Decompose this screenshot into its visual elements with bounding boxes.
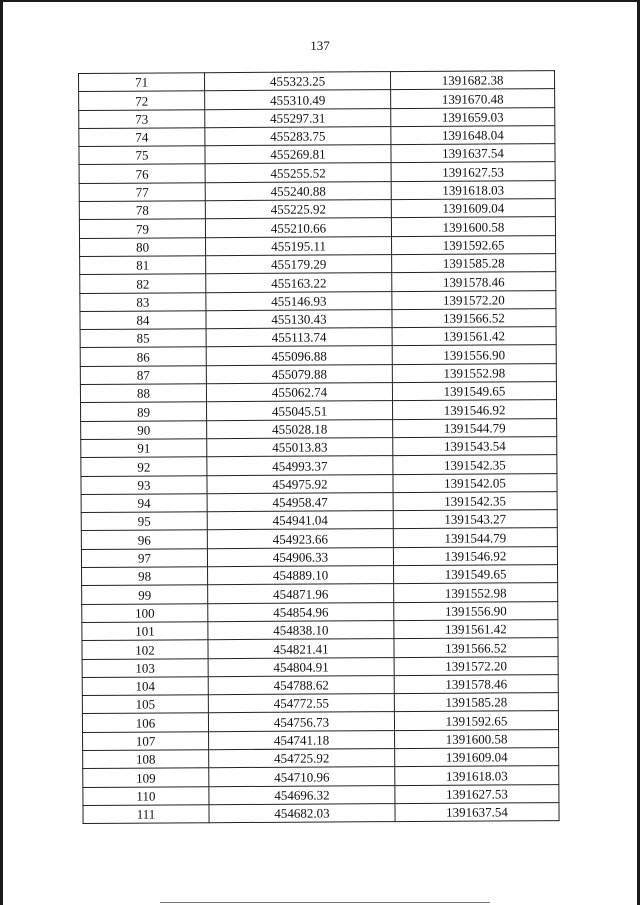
y-coordinate-cell: 1391543.27 xyxy=(393,510,557,529)
table-row xyxy=(83,748,559,769)
table-row xyxy=(83,766,559,787)
point-number-cell: 95 xyxy=(81,512,207,531)
point-number-cell: 100 xyxy=(82,603,208,622)
table-row xyxy=(80,272,556,293)
x-coordinate-cell: 454889.10 xyxy=(208,566,394,585)
point-number-cell: 81 xyxy=(80,256,206,275)
y-coordinate-cell: 1391542.05 xyxy=(393,473,557,492)
table-row xyxy=(79,71,555,92)
y-coordinate-cell: 1391552.98 xyxy=(392,363,556,382)
y-coordinate-cell: 1391546.92 xyxy=(393,546,557,565)
table-row xyxy=(79,162,555,183)
point-number-cell: 79 xyxy=(79,219,205,238)
point-number-cell: 83 xyxy=(80,292,206,311)
y-coordinate-cell: 1391618.03 xyxy=(395,766,559,785)
x-coordinate-cell: 454682.03 xyxy=(209,803,395,822)
point-number-cell: 99 xyxy=(82,585,208,604)
y-coordinate-cell: 1391609.04 xyxy=(395,748,559,767)
point-number-cell: 103 xyxy=(82,658,208,677)
point-number-cell: 110 xyxy=(83,786,209,805)
y-coordinate-cell: 1391648.04 xyxy=(391,125,555,144)
x-coordinate-cell: 455195.11 xyxy=(206,236,392,255)
table-row xyxy=(80,363,556,384)
table-row xyxy=(82,583,558,604)
y-coordinate-cell: 1391549.65 xyxy=(394,565,558,584)
point-number-cell: 77 xyxy=(79,183,205,202)
y-coordinate-cell: 1391682.38 xyxy=(390,71,554,90)
y-coordinate-cell: 1391618.03 xyxy=(391,180,555,199)
table-row xyxy=(81,510,557,531)
table-row xyxy=(82,656,558,677)
table-row xyxy=(82,619,558,640)
x-coordinate-cell: 455130.43 xyxy=(206,309,392,328)
x-coordinate-cell: 454975.92 xyxy=(207,474,393,493)
table-row xyxy=(81,473,557,494)
table-row xyxy=(80,254,556,275)
table-row xyxy=(82,565,558,586)
point-number-cell: 89 xyxy=(81,402,207,421)
point-number-cell: 87 xyxy=(80,365,206,384)
point-number-cell: 85 xyxy=(80,329,206,348)
y-coordinate-cell: 1391556.90 xyxy=(394,601,558,620)
scan-border-left xyxy=(0,0,3,905)
y-coordinate-cell: 1391670.48 xyxy=(391,89,555,108)
x-coordinate-cell: 454854.96 xyxy=(208,602,394,621)
point-number-cell: 71 xyxy=(79,73,205,92)
y-coordinate-cell: 1391578.46 xyxy=(394,674,558,693)
coordinate-table xyxy=(78,70,560,824)
x-coordinate-cell: 454993.37 xyxy=(207,456,393,475)
x-coordinate-cell: 455113.74 xyxy=(206,328,392,347)
point-number-cell: 80 xyxy=(80,237,206,256)
table-row xyxy=(83,802,559,823)
y-coordinate-cell: 1391600.58 xyxy=(391,217,555,236)
y-coordinate-cell: 1391561.42 xyxy=(392,327,556,346)
x-coordinate-cell: 454941.04 xyxy=(207,511,393,530)
x-coordinate-cell: 455062.74 xyxy=(206,383,392,402)
point-number-cell: 90 xyxy=(81,420,207,439)
table-row xyxy=(80,327,556,348)
point-number-cell: 74 xyxy=(79,128,205,147)
x-coordinate-cell: 454710.96 xyxy=(209,767,395,786)
x-coordinate-cell: 455163.22 xyxy=(206,273,392,292)
x-coordinate-cell: 455225.92 xyxy=(205,200,391,219)
x-coordinate-cell: 454958.47 xyxy=(207,492,393,511)
y-coordinate-cell: 1391572.20 xyxy=(394,656,558,675)
y-coordinate-cell: 1391552.98 xyxy=(394,583,558,602)
point-number-cell: 73 xyxy=(79,109,205,128)
table-row xyxy=(80,290,556,311)
table-row xyxy=(82,674,558,695)
point-number-cell: 86 xyxy=(80,347,206,366)
y-coordinate-cell: 1391592.65 xyxy=(394,711,558,730)
point-number-cell: 94 xyxy=(81,494,207,513)
x-coordinate-cell: 455297.31 xyxy=(205,108,391,127)
table-row xyxy=(80,235,556,256)
table-row xyxy=(80,308,556,329)
x-coordinate-cell: 455096.88 xyxy=(206,346,392,365)
x-coordinate-cell: 455013.83 xyxy=(207,438,393,457)
point-number-cell: 98 xyxy=(82,567,208,586)
x-coordinate-cell: 455255.52 xyxy=(205,163,391,182)
x-coordinate-cell: 455028.18 xyxy=(207,419,393,438)
point-number-cell: 105 xyxy=(82,695,208,714)
x-coordinate-cell: 455310.49 xyxy=(205,90,391,109)
x-coordinate-cell: 455323.25 xyxy=(205,72,391,91)
y-coordinate-cell: 1391627.53 xyxy=(391,162,555,181)
y-coordinate-cell: 1391561.42 xyxy=(394,619,558,638)
x-coordinate-cell: 454772.55 xyxy=(208,694,394,713)
table-row xyxy=(79,199,555,220)
table-row xyxy=(79,144,555,165)
table-row xyxy=(82,693,558,714)
x-coordinate-cell: 455179.29 xyxy=(206,255,392,274)
y-coordinate-cell: 1391592.65 xyxy=(392,235,556,254)
point-number-cell: 92 xyxy=(81,457,207,476)
scan-border-top xyxy=(0,0,640,2)
x-coordinate-cell: 454871.96 xyxy=(208,584,394,603)
table-row xyxy=(82,711,558,732)
table-row xyxy=(79,107,555,128)
x-coordinate-cell: 455269.81 xyxy=(205,145,391,164)
y-coordinate-cell: 1391637.54 xyxy=(391,144,555,163)
point-number-cell: 76 xyxy=(79,164,205,183)
page-number: 137 xyxy=(310,38,330,53)
table-row xyxy=(81,491,557,512)
y-coordinate-cell: 1391556.90 xyxy=(392,345,556,364)
y-coordinate-cell: 1391549.65 xyxy=(392,382,556,401)
table-row xyxy=(79,125,555,146)
table-row xyxy=(83,729,559,750)
y-coordinate-cell: 1391609.04 xyxy=(391,199,555,218)
x-coordinate-cell: 455146.93 xyxy=(206,291,392,310)
x-coordinate-cell: 454821.41 xyxy=(208,639,394,658)
point-number-cell: 75 xyxy=(79,146,205,165)
point-number-cell: 93 xyxy=(81,475,207,494)
point-number-cell: 108 xyxy=(83,750,209,769)
y-coordinate-cell: 1391543.54 xyxy=(393,437,557,456)
table-row xyxy=(81,437,557,458)
x-coordinate-cell: 455210.66 xyxy=(205,218,391,237)
point-number-cell: 104 xyxy=(82,677,208,696)
point-number-cell: 101 xyxy=(82,622,208,641)
table-row xyxy=(81,546,557,567)
point-number-cell: 88 xyxy=(80,384,206,403)
x-coordinate-cell: 454741.18 xyxy=(209,730,395,749)
coordinate-table-body xyxy=(79,71,560,824)
x-coordinate-cell: 454756.73 xyxy=(208,712,394,731)
x-coordinate-cell: 454696.32 xyxy=(209,785,395,804)
point-number-cell: 97 xyxy=(81,548,207,567)
y-coordinate-cell: 1391659.03 xyxy=(391,107,555,126)
table-row xyxy=(83,784,559,805)
table-row xyxy=(80,382,556,403)
table-row xyxy=(79,217,555,238)
y-coordinate-cell: 1391600.58 xyxy=(395,729,559,748)
point-number-cell: 106 xyxy=(82,713,208,732)
point-number-cell: 78 xyxy=(79,201,205,220)
x-coordinate-cell: 455283.75 xyxy=(205,126,391,145)
point-number-cell: 72 xyxy=(79,91,205,110)
point-number-cell: 91 xyxy=(81,439,207,458)
x-coordinate-cell: 454906.33 xyxy=(207,547,393,566)
x-coordinate-cell: 454788.62 xyxy=(208,675,394,694)
x-coordinate-cell: 454804.91 xyxy=(208,657,394,676)
table-row xyxy=(81,528,557,549)
x-coordinate-cell: 455240.88 xyxy=(205,181,391,200)
y-coordinate-cell: 1391566.52 xyxy=(394,638,558,657)
x-coordinate-cell: 454838.10 xyxy=(208,620,394,639)
y-coordinate-cell: 1391544.79 xyxy=(393,418,557,437)
table-row xyxy=(81,418,557,439)
table-row xyxy=(81,455,557,476)
point-number-cell: 109 xyxy=(83,768,209,787)
table-row xyxy=(79,180,555,201)
table-row xyxy=(82,638,558,659)
point-number-cell: 82 xyxy=(80,274,206,293)
y-coordinate-cell: 1391627.53 xyxy=(395,784,559,803)
y-coordinate-cell: 1391578.46 xyxy=(392,272,556,291)
point-number-cell: 84 xyxy=(80,311,206,330)
point-number-cell: 102 xyxy=(82,640,208,659)
y-coordinate-cell: 1391585.28 xyxy=(392,254,556,273)
table-row xyxy=(79,89,555,110)
scan-artifact-line xyxy=(160,902,490,903)
y-coordinate-cell: 1391572.20 xyxy=(392,290,556,309)
y-coordinate-cell: 1391542.35 xyxy=(393,491,557,510)
point-number-cell: 96 xyxy=(81,530,207,549)
table-row xyxy=(81,400,557,421)
x-coordinate-cell: 455079.88 xyxy=(206,364,392,383)
x-coordinate-cell: 455045.51 xyxy=(207,401,393,420)
y-coordinate-cell: 1391546.92 xyxy=(393,400,557,419)
point-number-cell: 111 xyxy=(83,805,209,824)
y-coordinate-cell: 1391544.79 xyxy=(393,528,557,547)
table-row xyxy=(82,601,558,622)
table-row xyxy=(80,345,556,366)
x-coordinate-cell: 454923.66 xyxy=(207,529,393,548)
point-number-cell: 107 xyxy=(83,731,209,750)
y-coordinate-cell: 1391566.52 xyxy=(392,308,556,327)
y-coordinate-cell: 1391542.35 xyxy=(393,455,557,474)
x-coordinate-cell: 454725.92 xyxy=(209,749,395,768)
y-coordinate-cell: 1391637.54 xyxy=(395,802,559,821)
y-coordinate-cell: 1391585.28 xyxy=(394,693,558,712)
